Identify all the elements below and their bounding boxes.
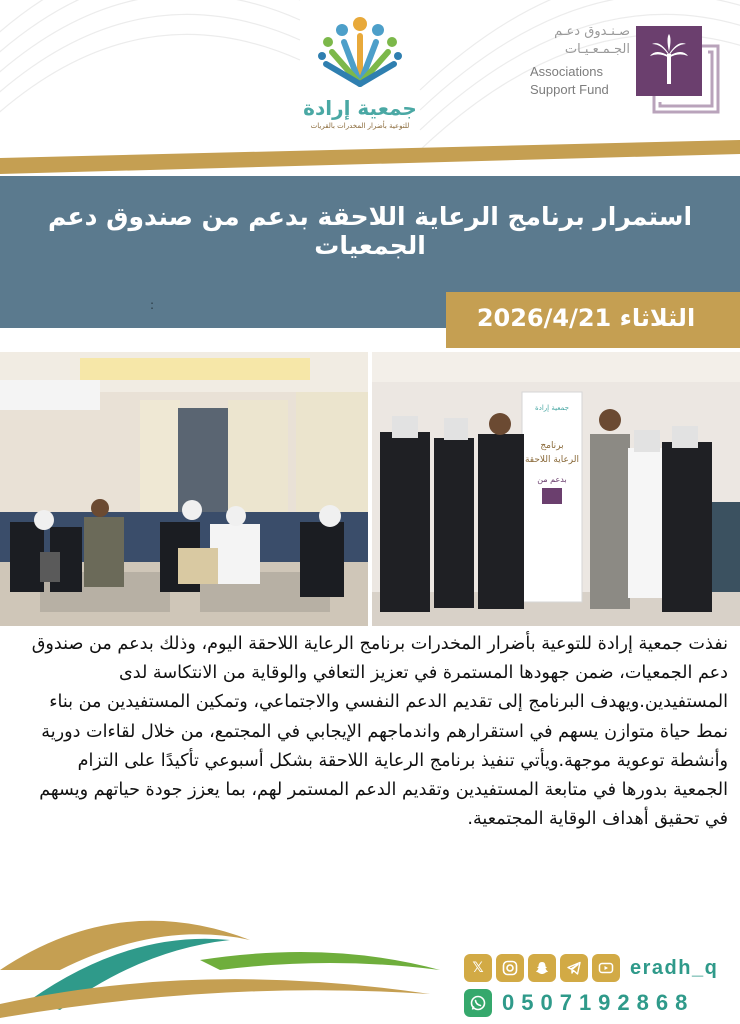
x-icon[interactable]: 𝕏 bbox=[464, 954, 492, 982]
photo-group-banner bbox=[372, 352, 740, 626]
youtube-icon[interactable] bbox=[592, 954, 620, 982]
fund-logo-english-line1: Associations bbox=[530, 64, 603, 79]
banner-line1: برنامج bbox=[540, 441, 564, 451]
fund-logo-arabic-line1: صـنـدوق دعـم bbox=[554, 24, 630, 39]
banner-line2: الرعاية اللاحقة bbox=[524, 455, 580, 465]
photo-meeting-room bbox=[0, 352, 368, 626]
banner-org-name: جمعية إرادة bbox=[535, 404, 569, 412]
telegram-icon[interactable] bbox=[560, 954, 588, 982]
banner-line3: بدعم من bbox=[537, 475, 567, 484]
social-links bbox=[464, 954, 718, 982]
page-title: استمرار برنامج الرعاية اللاحقة بدعم من صندوق دعم الجمعيات bbox=[47, 202, 693, 260]
leaf-decoration bbox=[0, 900, 440, 1024]
eradh-logo-name: جمعية إرادة bbox=[303, 96, 417, 120]
instagram-icon[interactable] bbox=[496, 954, 524, 982]
social-handle[interactable]: eradh_q bbox=[630, 956, 719, 979]
whatsapp-icon[interactable] bbox=[464, 989, 492, 1017]
eradh-logo-tagline: للتوعية بأضرار المخدرات بالقريات bbox=[310, 122, 410, 130]
contact-phone-row bbox=[464, 988, 694, 1018]
date-badge bbox=[446, 292, 740, 348]
phone-number[interactable]: 0507192868 bbox=[502, 990, 695, 1015]
eradh-emblem-icon bbox=[290, 14, 430, 96]
gold-stripe bbox=[0, 140, 740, 176]
article-body: نفذت جمعية إرادة للتوعية بأضرار المخدرات برنامج الرعاية اللاحقة اليوم، وذلك بدعم من صندوق دعم الجمعيات، ضمن جهودها المستمرة في تعزيز التعافي والوقاية من الانتكاسة لدى المستفيدين.ويهدف البرنامج إلى تقديم الدعم النفسي والاجتماعي، وتمكين المستفيدين من بناء نمط حياة متوازن يسهم في استقرارهم واندماجهم الإيجابي في المجتمع، من خلال لقاءات دورية وأنشطة توعوية موجهة.ويأتي تنفيذ برنامج الرعاية اللاحقة بشكل أسبوعي تأكيدًا على التزام الجمعية بدورها في متابعة المستفيدين وتقديم الدعم المستمر لهم، بما يعزز جودة حياتهم ويسهم في تحقيق أهداف الوقاية المجتمعية. bbox=[31, 634, 728, 830]
associations-support-fund-logo bbox=[520, 22, 720, 122]
fund-logo-english-line2: Support Fund bbox=[530, 82, 609, 97]
fund-logo-arabic-line2: الجـمـعـيـات bbox=[564, 42, 630, 57]
date-text: الثلاثاء 2026/4/21 bbox=[476, 304, 696, 332]
eradh-logo bbox=[290, 14, 430, 134]
snapchat-icon[interactable] bbox=[528, 954, 556, 982]
title-mark: : bbox=[150, 298, 155, 312]
palm-emblem-icon bbox=[636, 26, 720, 114]
